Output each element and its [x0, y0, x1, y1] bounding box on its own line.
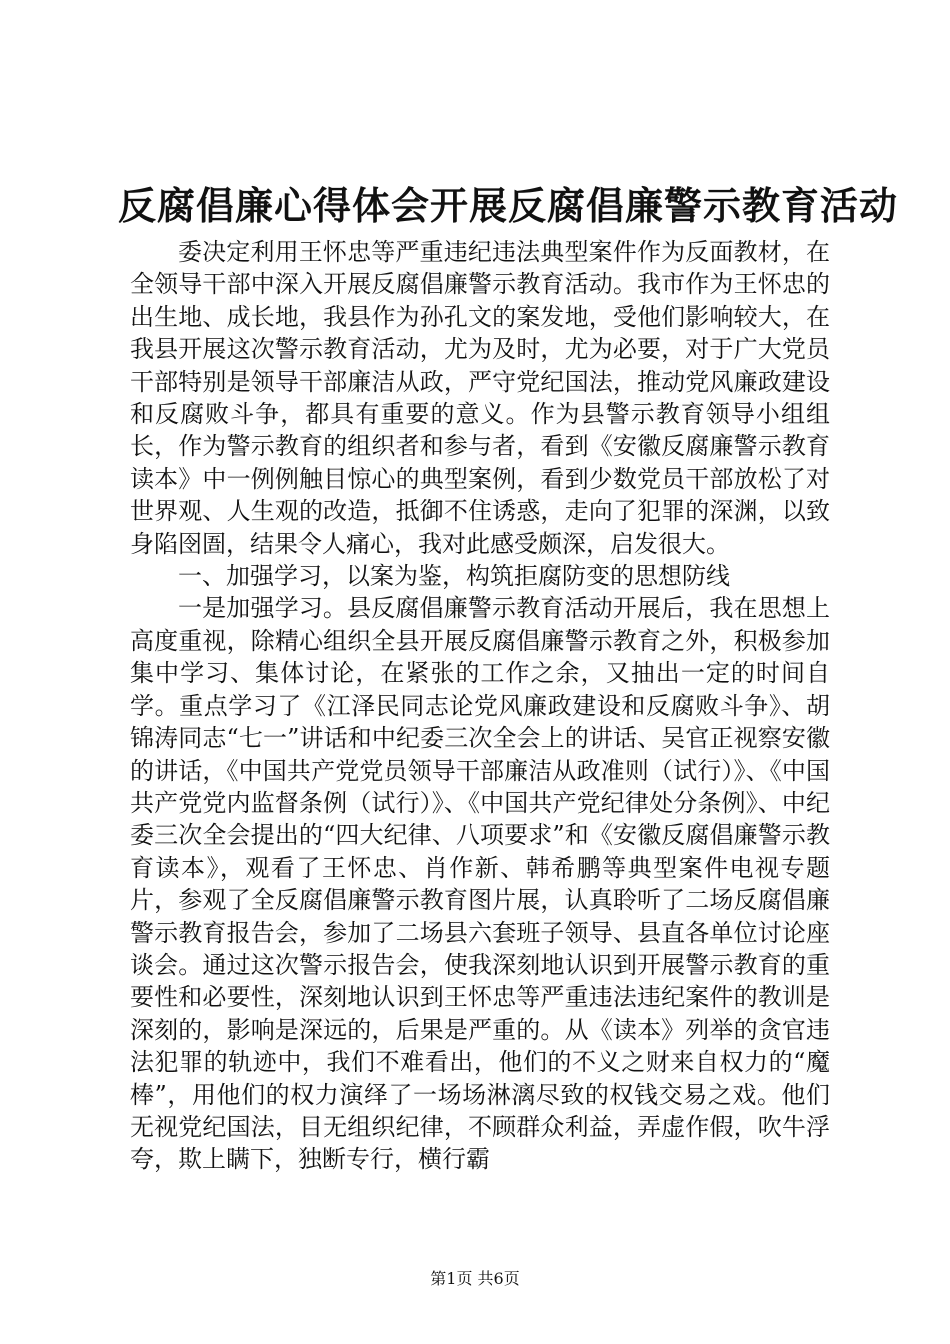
paragraph-intro: 委决定利用王怀忠等严重违纪违法典型案件作为反面教材，在全领导干部中深入开展反腐倡廉警示教育活动。我市作为王怀忠的出生地、成长地，我县作为孙孔文的案发地，受他们影响较大，在我县开展这次警示教育活动，尤为及时，尤为必要，对于广大党员干部特别是领导干部廉洁从政，严守党纪国法，推动党风廉政建设和反腐败斗争，都具有重要的意义。作为县警示教育领导小组组长，作为警示教育的组织者和参与者，看到《安徽反腐廉警示教育读本》中一例例触目惊心的典型案例，看到少数党员干部放松了对世界观、人生观的改造，抵御不住诱惑，走向了犯罪的深渊，以致身陷囹圄，结果令人痛心，我对此感受颇深，启发很大。	[130, 238, 830, 558]
page-footer: 第1页 共6页	[430, 1269, 520, 1288]
paragraph-study: 一是加强学习。县反腐倡廉警示教育活动开展后，我在思想上高度重视，除精心组织全县开展反腐倡廉警示教育之外，积极参加集中学习、集体讨论，在紧张的工作之余，又抽出一定的时间自学。重点学习了《江泽民同志论党风廉政建设和反腐败斗争》、胡锦涛同志“七一”讲话和中纪委三次全会上的讲话、吴官正视察安徽的讲话，《中国共产党党员领导干部廉洁从政准则（试行）》、《中国共产党党内监督条例（试行）》、《中国共产党纪律处分条例》、中纪委三次全会提出的“四大纪律、八项要求”和《安徽反腐倡廉警示教育读本》，观看了王怀忠、肖作新、韩希鹏等典型案件电视专题片，参观了全反腐倡廉警示教育图片展，认真聆听了二场反腐倡廉警示教育报告会，参加了二场县六套班子领导、县直各单位讨论座谈会。通过这次警示报告会，使我深刻地认识到开展警示教育的重要性和必要性，深刻地认识到王怀忠等严重违法违纪案件的教训是深刻的，影响是深远的，后果是严重的。从《读本》列举的贪官违法犯罪的轨迹中，我们不难看出，他们的不义之财来自权力的“魔棒”，用他们的权力演绎了一场场淋漓尽致的权钱交易之戏。他们无视党纪国法，目无组织纪律，不顾群众利益，弄虚作假，吹牛浮夸，欺上瞒下，独断专行，横行霸	[130, 594, 830, 1174]
document-title: 反腐倡廉心得体会开展反腐倡廉警示教育活动	[118, 183, 899, 228]
section-heading-1: 一、加强学习，以案为鉴，构筑拒腐防变的思想防线	[178, 562, 730, 591]
document-body	[130, 236, 830, 1176]
